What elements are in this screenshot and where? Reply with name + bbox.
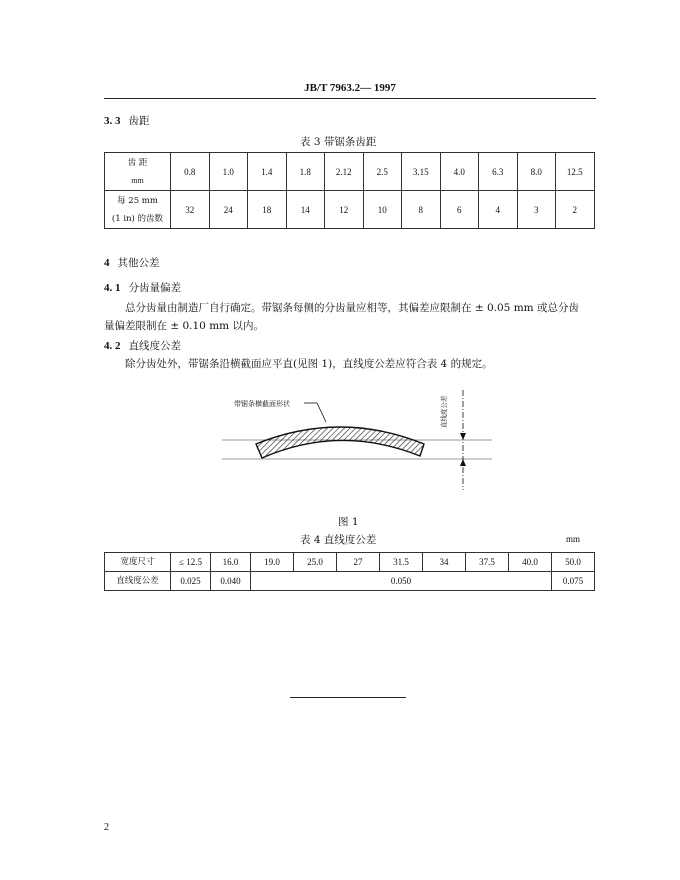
table-cell: 8.0: [517, 153, 556, 191]
table-4-unit: mm: [566, 534, 581, 544]
section-3-3-heading: [104, 114, 150, 128]
table-row: [105, 572, 595, 591]
figure-1-caption: 图 1: [338, 516, 359, 528]
paragraph-line: 除分齿处外，带锯条沿横截面应平直(见图 1)，直线度公差应符合表 4 的规定。: [125, 358, 493, 370]
page-number: 2: [104, 822, 109, 833]
table-cell: 18: [248, 191, 287, 229]
section-number: 4. 1: [104, 282, 121, 294]
table-cell: 2.12: [325, 153, 364, 191]
cross-section-drawing: [222, 386, 492, 496]
tolerance-label: 直线度公差: [440, 395, 448, 428]
section-title: 直线度公差: [128, 340, 181, 352]
table-cell: 37.5: [466, 553, 509, 572]
paragraph-line: 量偏差限制在 ± 0.10 mm 以内。: [104, 320, 264, 332]
shape-label: 带锯条横截面形状: [234, 400, 290, 408]
table-cell: 16.0: [211, 553, 251, 572]
section-4-heading: [104, 256, 160, 270]
table-cell: 0.040: [211, 572, 251, 591]
table-cell: 0.8: [171, 153, 210, 191]
header-rule: [104, 98, 596, 99]
row-header-text: 每 25 mm: [117, 195, 158, 206]
row-header-unit: mm: [131, 175, 144, 185]
table-cell: 6.3: [479, 153, 518, 191]
section-title: 齿距: [128, 115, 150, 127]
row-header-teeth: [105, 191, 171, 229]
row-header-text: (1 in) 的齿数: [111, 213, 164, 224]
paragraph-line: 总分齿量由制造厂自行确定。带锯条每侧的分齿量应相等，其偏差应限制在 ± 0.05 mm 或总分齿: [125, 302, 579, 314]
table-cell: 4.0: [440, 153, 479, 191]
end-rule: [290, 697, 406, 698]
table-row: [105, 191, 595, 229]
table-cell: 3: [517, 191, 556, 229]
table-cell: 19.0: [251, 553, 294, 572]
row-header-pitch: [105, 153, 171, 191]
table-cell: 12.5: [556, 153, 595, 191]
table-cell: 32: [171, 191, 210, 229]
table-cell: 0.025: [171, 572, 211, 591]
table-cell: 1.0: [209, 153, 248, 191]
table-cell: 6: [440, 191, 479, 229]
section-title: 其他公差: [117, 257, 160, 269]
blade-cross-section: [256, 427, 424, 458]
arrow-down-icon: [460, 433, 466, 440]
row-header-tolerance: 直线度公差: [105, 572, 171, 591]
table-cell: 27: [337, 553, 380, 572]
table-cell: 10: [363, 191, 402, 229]
table-4-caption: 表 4 直线度公差: [300, 534, 377, 546]
figure-1-cross-section: [222, 386, 492, 496]
row-header-width: 宽度尺寸: [105, 553, 171, 572]
table-cell: 50.0: [552, 553, 595, 572]
arrow-up-icon: [460, 459, 466, 466]
table-cell: 24: [209, 191, 248, 229]
table-cell: 14: [286, 191, 325, 229]
table-cell: 2.5: [363, 153, 402, 191]
table-cell: 0.075: [552, 572, 595, 591]
leader-line: [317, 403, 326, 422]
table-cell: 31.5: [380, 553, 423, 572]
table-cell: 12: [325, 191, 364, 229]
row-header-text: 齿 距: [127, 157, 148, 168]
table-cell: 2: [556, 191, 595, 229]
table-3-caption: 表 3 带锯条齿距: [300, 136, 377, 148]
table-cell: 1.8: [286, 153, 325, 191]
section-4-2-heading: [104, 339, 181, 353]
table-cell: 4: [479, 191, 518, 229]
table-cell: 3.15: [402, 153, 441, 191]
table-cell: 25.0: [294, 553, 337, 572]
table-cell: 40.0: [509, 553, 552, 572]
table-cell: ≤ 12.5: [171, 553, 211, 572]
section-number: 4: [104, 257, 110, 269]
table-cell: 8: [402, 191, 441, 229]
table-row: [105, 553, 595, 572]
document-header: JB/T 7963.2— 1997: [304, 82, 396, 94]
section-number: 4. 2: [104, 340, 121, 352]
section-title: 分齿量偏差: [128, 282, 181, 294]
section-number: 3. 3: [104, 115, 121, 127]
table-cell: 1.4: [248, 153, 287, 191]
table-cell-merged: 0.050: [251, 572, 552, 591]
table-3-tooth-pitch: [104, 152, 595, 229]
table-row: [105, 153, 595, 191]
section-4-1-heading: [104, 281, 181, 295]
table-cell: 34: [423, 553, 466, 572]
table-4-straightness-tolerance: [104, 552, 595, 591]
